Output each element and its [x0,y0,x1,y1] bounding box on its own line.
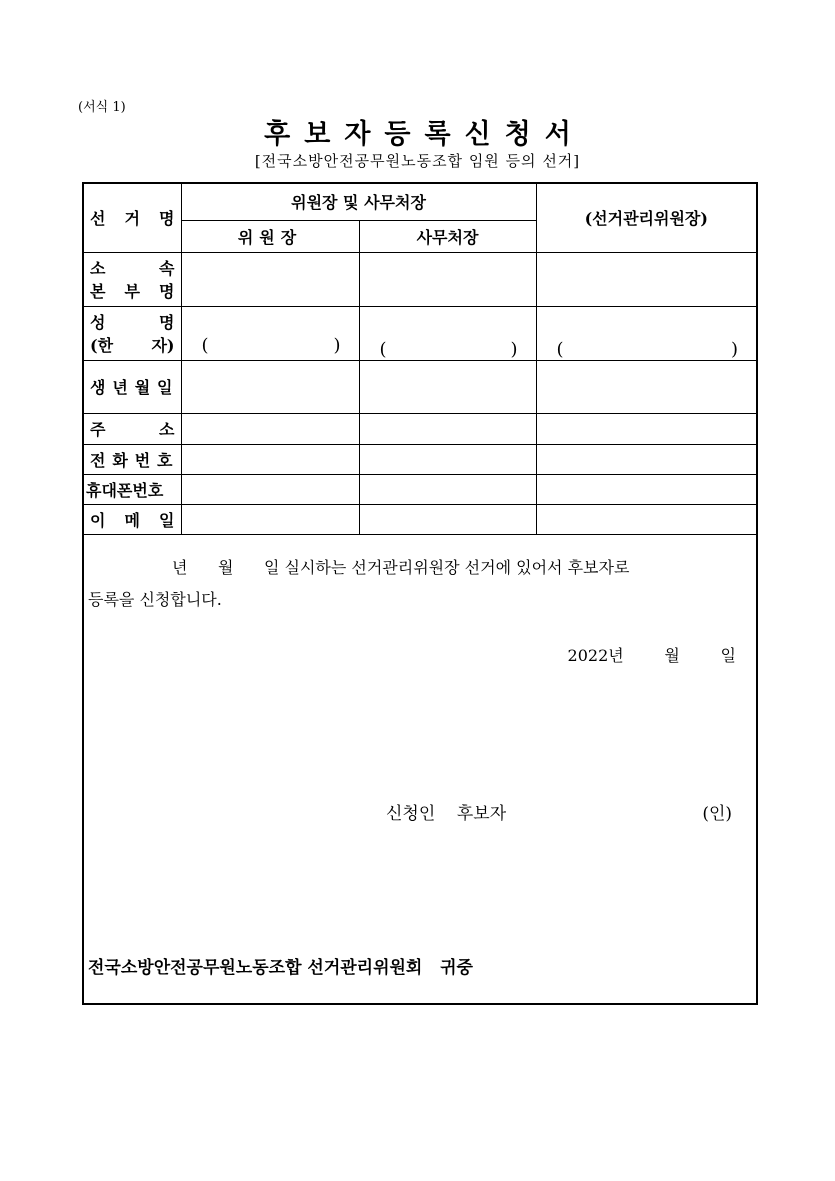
address-chair-field[interactable] [181,413,359,444]
birthdate-committee-field[interactable] [536,360,757,413]
email-label: 이 메 일 [90,510,175,530]
group-header: 위원장 및 사무처장 [291,193,426,213]
mobile-secretary-field[interactable] [359,474,536,504]
mobile-label: 휴대폰번호 [86,480,164,500]
name-secretary-field[interactable]: ( ) [359,306,536,360]
election-label-cell [83,183,181,252]
phone-label: 전 화 번 호 [90,450,175,470]
name-label-line2: (한 자) [90,336,175,355]
birthdate-label: 생 년 월 일 [90,378,175,397]
election-label: 선 거 명 [90,209,175,229]
affiliation-secretary-field[interactable] [359,252,536,306]
address-label: 주 소 [90,420,175,439]
address-committee-field[interactable] [536,413,757,444]
addressee: 전국소방안전공무원노동조합 선거관리위원회 귀중 [88,957,473,978]
affiliation-label-line2: 본 부 명 [90,282,175,301]
email-label-cell [83,504,181,534]
email-secretary-field[interactable] [359,504,536,534]
email-chair-field[interactable] [181,504,359,534]
declaration-line-2: 등록을 신청합니다. [88,589,222,609]
affiliation-label-line1: 소 속 [90,259,175,278]
mobile-label-cell [83,474,181,504]
phone-secretary-field[interactable] [359,444,536,474]
birthdate-secretary-field[interactable] [359,360,536,413]
form-number: (서식 1) [78,100,126,115]
applicant-label: 신청인 후보자 [386,803,507,824]
secretary-header: 사무처장 [416,227,479,247]
group-header-cell [181,183,536,220]
seal-mark: (인) [702,803,733,824]
name-label-line1: 성 명 [90,313,175,332]
application-date: 2022년 월 일 [567,645,737,665]
chair-header-cell [181,220,359,252]
address-secretary-field[interactable] [359,413,536,444]
declaration-section [83,534,757,1004]
affiliation-chair-field[interactable] [181,252,359,306]
phone-label-cell [83,444,181,474]
address-label-cell [83,413,181,444]
affiliation-committee-field[interactable] [536,252,757,306]
mobile-chair-field[interactable] [181,474,359,504]
document-subtitle: [전국소방안전공무원노동조합 임원 등의 선거] [254,152,581,170]
chair-header: 위원장 [237,227,303,247]
declaration-line-1: 년 월 일 실시하는 선거관리위원장 선거에 있어서 후보자로 [172,557,630,577]
affiliation-label-cell [83,252,181,306]
secretary-header-cell [359,220,536,252]
mobile-committee-field[interactable] [536,474,757,504]
document-title: 후보자등록신청서 [264,119,585,150]
email-committee-field[interactable] [536,504,757,534]
committee-header: (선거관리위원장) [584,209,708,229]
name-label-cell [83,306,181,360]
registration-form-table [82,182,758,1005]
phone-committee-field[interactable] [536,444,757,474]
name-chair-field[interactable]: ( ) [181,306,359,360]
birthdate-label-cell [83,360,181,413]
committee-header-cell [536,183,757,252]
name-committee-field[interactable]: ( ) [536,306,757,360]
birthdate-chair-field[interactable] [181,360,359,413]
phone-chair-field[interactable] [181,444,359,474]
